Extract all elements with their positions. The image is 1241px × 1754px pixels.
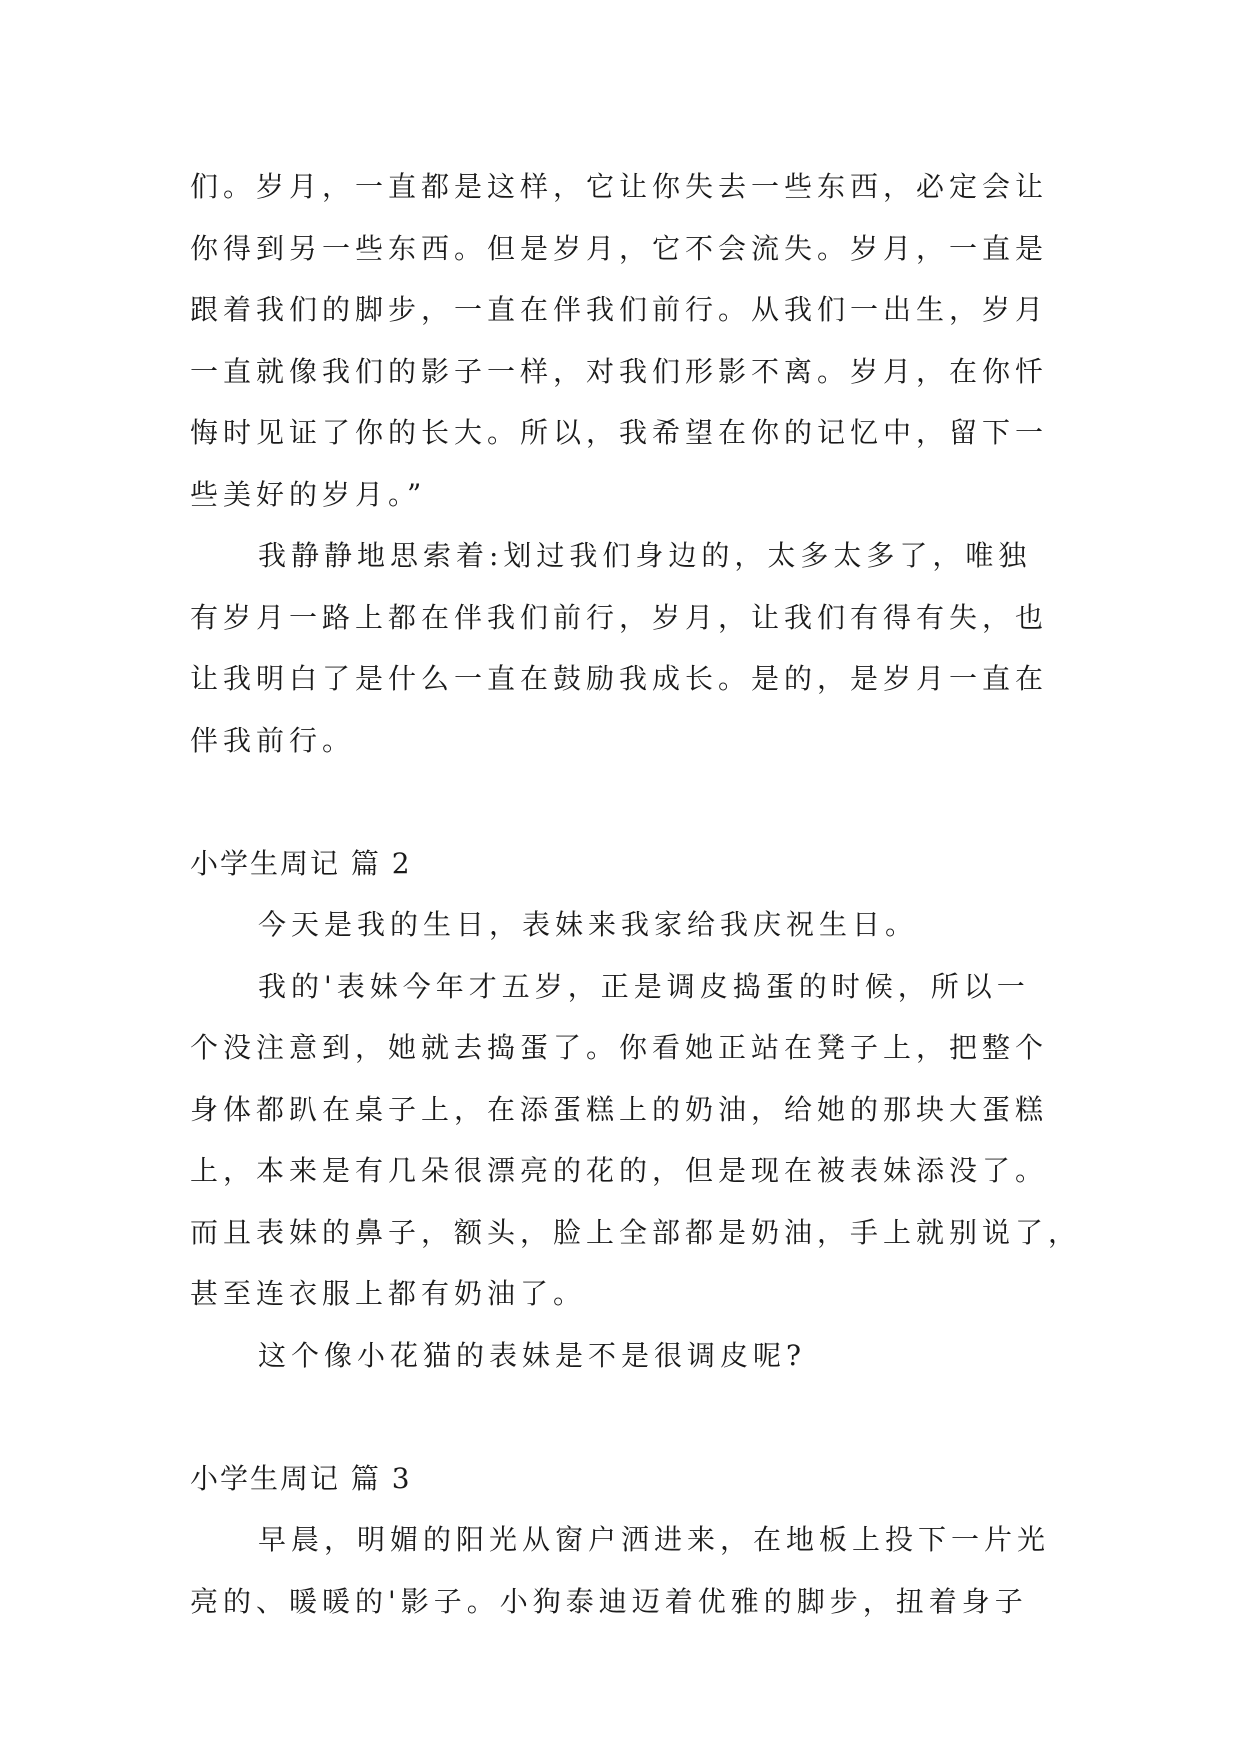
paragraph <box>190 1325 1050 1387</box>
text-line: 些美好的岁月。” <box>190 477 427 511</box>
section-spacer <box>190 1386 1050 1448</box>
text-line: 有岁月一路上都在伴我们前行，岁月，让我们有得有失，也 <box>190 600 1049 634</box>
text-line: 这个像小花猫的表妹是不是很调皮呢? <box>258 1338 807 1372</box>
paragraph <box>190 956 1082 1325</box>
section-heading: 小学生周记 篇 2 <box>190 846 412 880</box>
text-line: 让我明白了是什么一直在鼓励我成长。是的，是岁月一直在 <box>190 662 1049 695</box>
text-line: 一直就像我们的影子一样，对我们形影不离。岁月，在你忏 <box>190 354 1049 388</box>
text-line: 你得到另一些东西。但是岁月，它不会流失。岁月，一直是 <box>190 231 1049 265</box>
text-line: 我静静地思索着:划过我们身边的，太多太多了，唯独 <box>258 539 1032 572</box>
paragraph <box>190 525 1050 771</box>
text-line: 上，本来是有几朵很漂亮的花的，但是现在被表妹添没了。 <box>190 1154 1049 1187</box>
text-line: 而且表妹的鼻子，额头，脸上全部都是奶油，手上就别说了， <box>190 1215 1082 1249</box>
text-line: 伴我前行。 <box>190 723 356 757</box>
section-spacer <box>190 771 1050 833</box>
text-line: 身体都趴在桌子上，在添蛋糕上的奶油，给她的那块大蛋糕 <box>190 1092 1049 1126</box>
text-line: 们。岁月，一直都是这样，它让你失去一些东西，必定会让 <box>190 170 1049 203</box>
text-line: 我的'表妹今年才五岁，正是调皮捣蛋的时候，所以一 <box>258 969 1030 1003</box>
text-line: 亮的、暖暖的'影子。小狗泰迪迈着优雅的脚步，扭着身子 <box>190 1584 1028 1618</box>
text-line: 甚至连衣服上都有奶油了。 <box>190 1277 587 1310</box>
paragraph <box>190 894 1050 956</box>
text-line: 个没注意到，她就去捣蛋了。你看她正站在凳子上，把整个 <box>190 1031 1049 1064</box>
paragraph <box>190 156 1050 525</box>
text-line: 悔时见证了你的长大。所以，我希望在你的记忆中，留下一 <box>190 416 1049 449</box>
text-line: 跟着我们的脚步，一直在伴我们前行。从我们一出生，岁月 <box>190 293 1049 326</box>
text-line: 早晨，明媚的阳光从窗户洒进来，在地板上投下一片光 <box>258 1523 1051 1556</box>
document-body <box>190 156 1082 1632</box>
paragraph <box>190 1509 1050 1632</box>
section-heading: 小学生周记 篇 3 <box>190 1461 412 1495</box>
text-line: 今天是我的生日，表妹来我家给我庆祝生日。 <box>258 908 919 941</box>
